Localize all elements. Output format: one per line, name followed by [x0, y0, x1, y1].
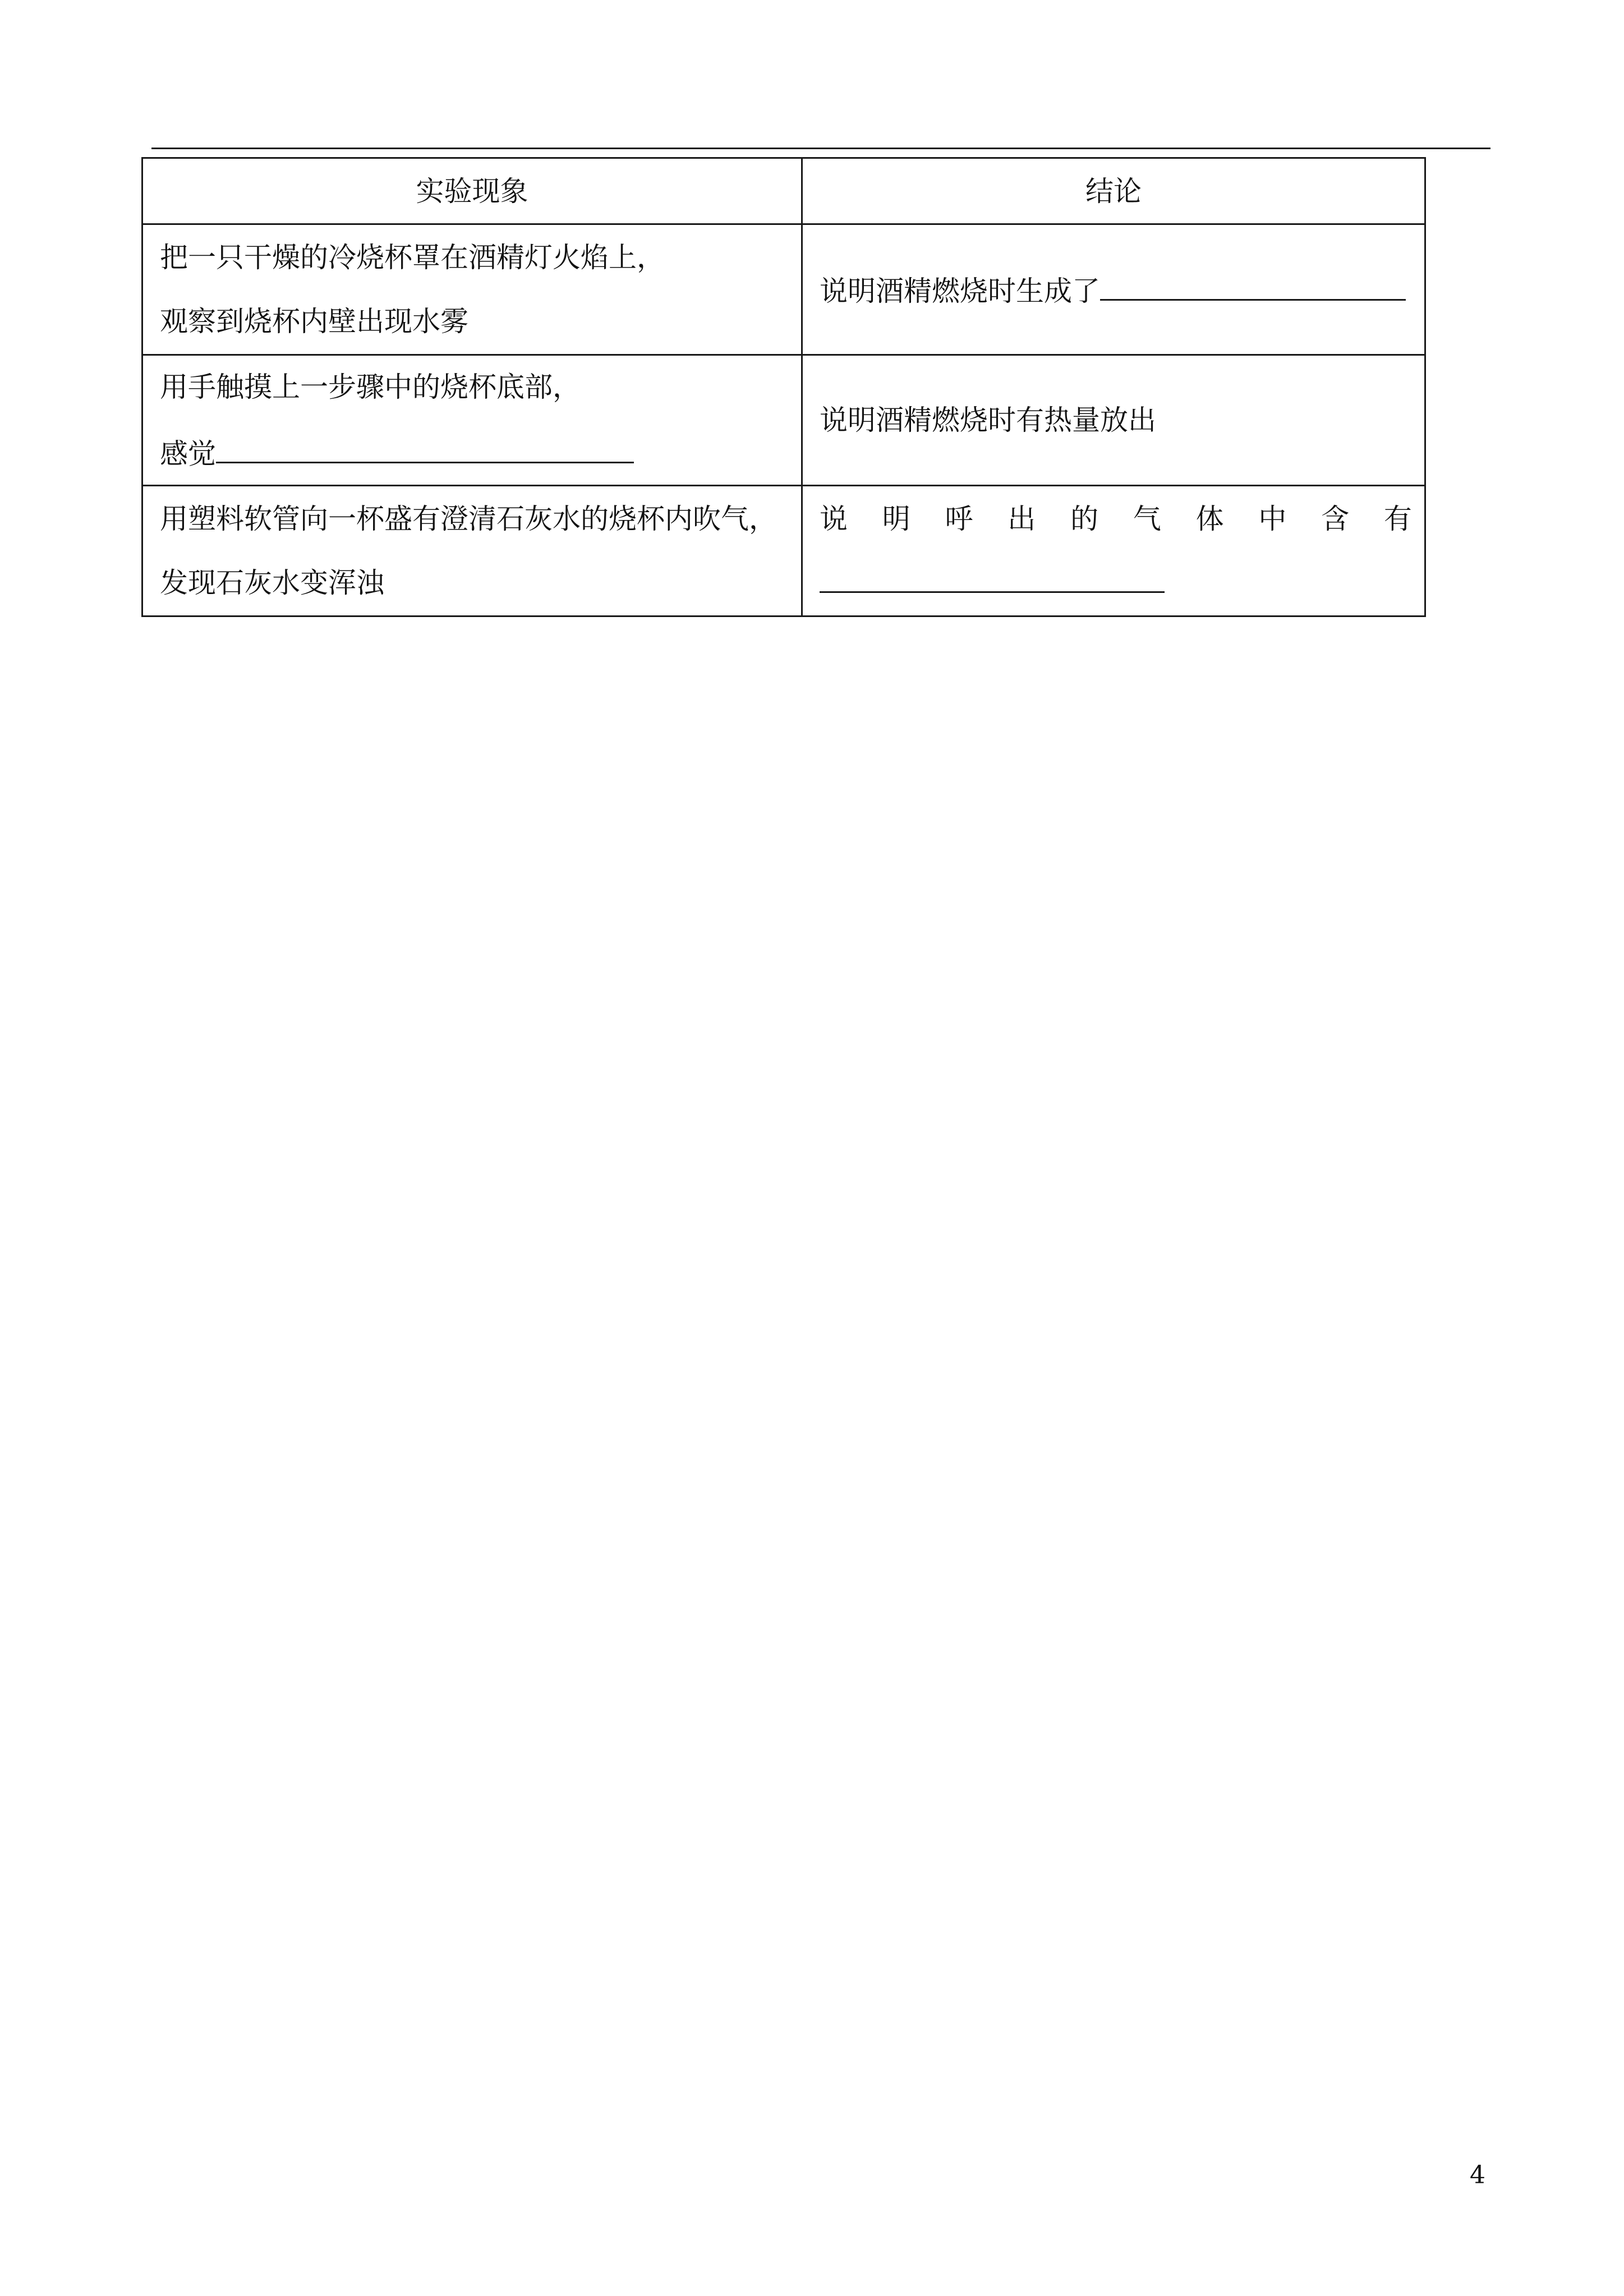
observation-line: 观察到烧杯内壁出现水雾	[160, 305, 468, 338]
conclusion-char: 体	[1195, 502, 1224, 535]
experiment-table	[141, 157, 1426, 617]
conclusion-cell	[802, 355, 1425, 486]
observation-prefix: 感觉	[160, 437, 216, 470]
observation-cell	[142, 355, 802, 486]
conclusion-char: 说	[820, 502, 848, 535]
conclusion-text: 说明酒精燃烧时有热量放出	[820, 404, 1156, 436]
table-row	[142, 486, 1425, 616]
answer-blank[interactable]	[1100, 274, 1406, 301]
conclusion-cell	[802, 486, 1425, 616]
conclusion-char: 呼	[945, 502, 973, 535]
answer-blank[interactable]	[820, 567, 1165, 593]
observation-line: 用手触摸上一步骤中的烧杯底部，	[160, 370, 581, 403]
conclusion-char: 有	[1383, 502, 1412, 535]
table-row	[142, 224, 1425, 355]
table-header-row	[142, 158, 1425, 224]
conclusion-text: 说明酒精燃烧时生成了	[820, 274, 1100, 307]
conclusion-char: 中	[1258, 502, 1287, 535]
observation-cell	[142, 486, 802, 616]
observation-line: 发现石灰水变浑浊	[160, 567, 384, 599]
conclusion-char: 出	[1007, 502, 1036, 535]
conclusion-text	[820, 502, 1412, 535]
header-observation: 实验现象	[142, 158, 802, 224]
conclusion-char: 明	[882, 502, 910, 535]
conclusion-char: 含	[1321, 502, 1350, 535]
conclusion-cell	[802, 224, 1425, 355]
observation-cell	[142, 224, 802, 355]
observation-line	[160, 437, 801, 468]
conclusion-char: 气	[1133, 502, 1161, 535]
header-conclusion: 结论	[802, 158, 1425, 224]
table-row	[142, 355, 1425, 486]
conclusion-char: 的	[1070, 502, 1099, 535]
header-rule	[151, 148, 1490, 149]
observation-line: 用塑料软管向一杯盛有澄清石灰水的烧杯内吹气，	[160, 503, 777, 535]
answer-blank[interactable]	[216, 437, 634, 463]
observation-line: 把一只干燥的冷烧杯罩在酒精灯火焰上，	[160, 241, 665, 274]
page-number: 4	[1470, 2161, 1485, 2189]
